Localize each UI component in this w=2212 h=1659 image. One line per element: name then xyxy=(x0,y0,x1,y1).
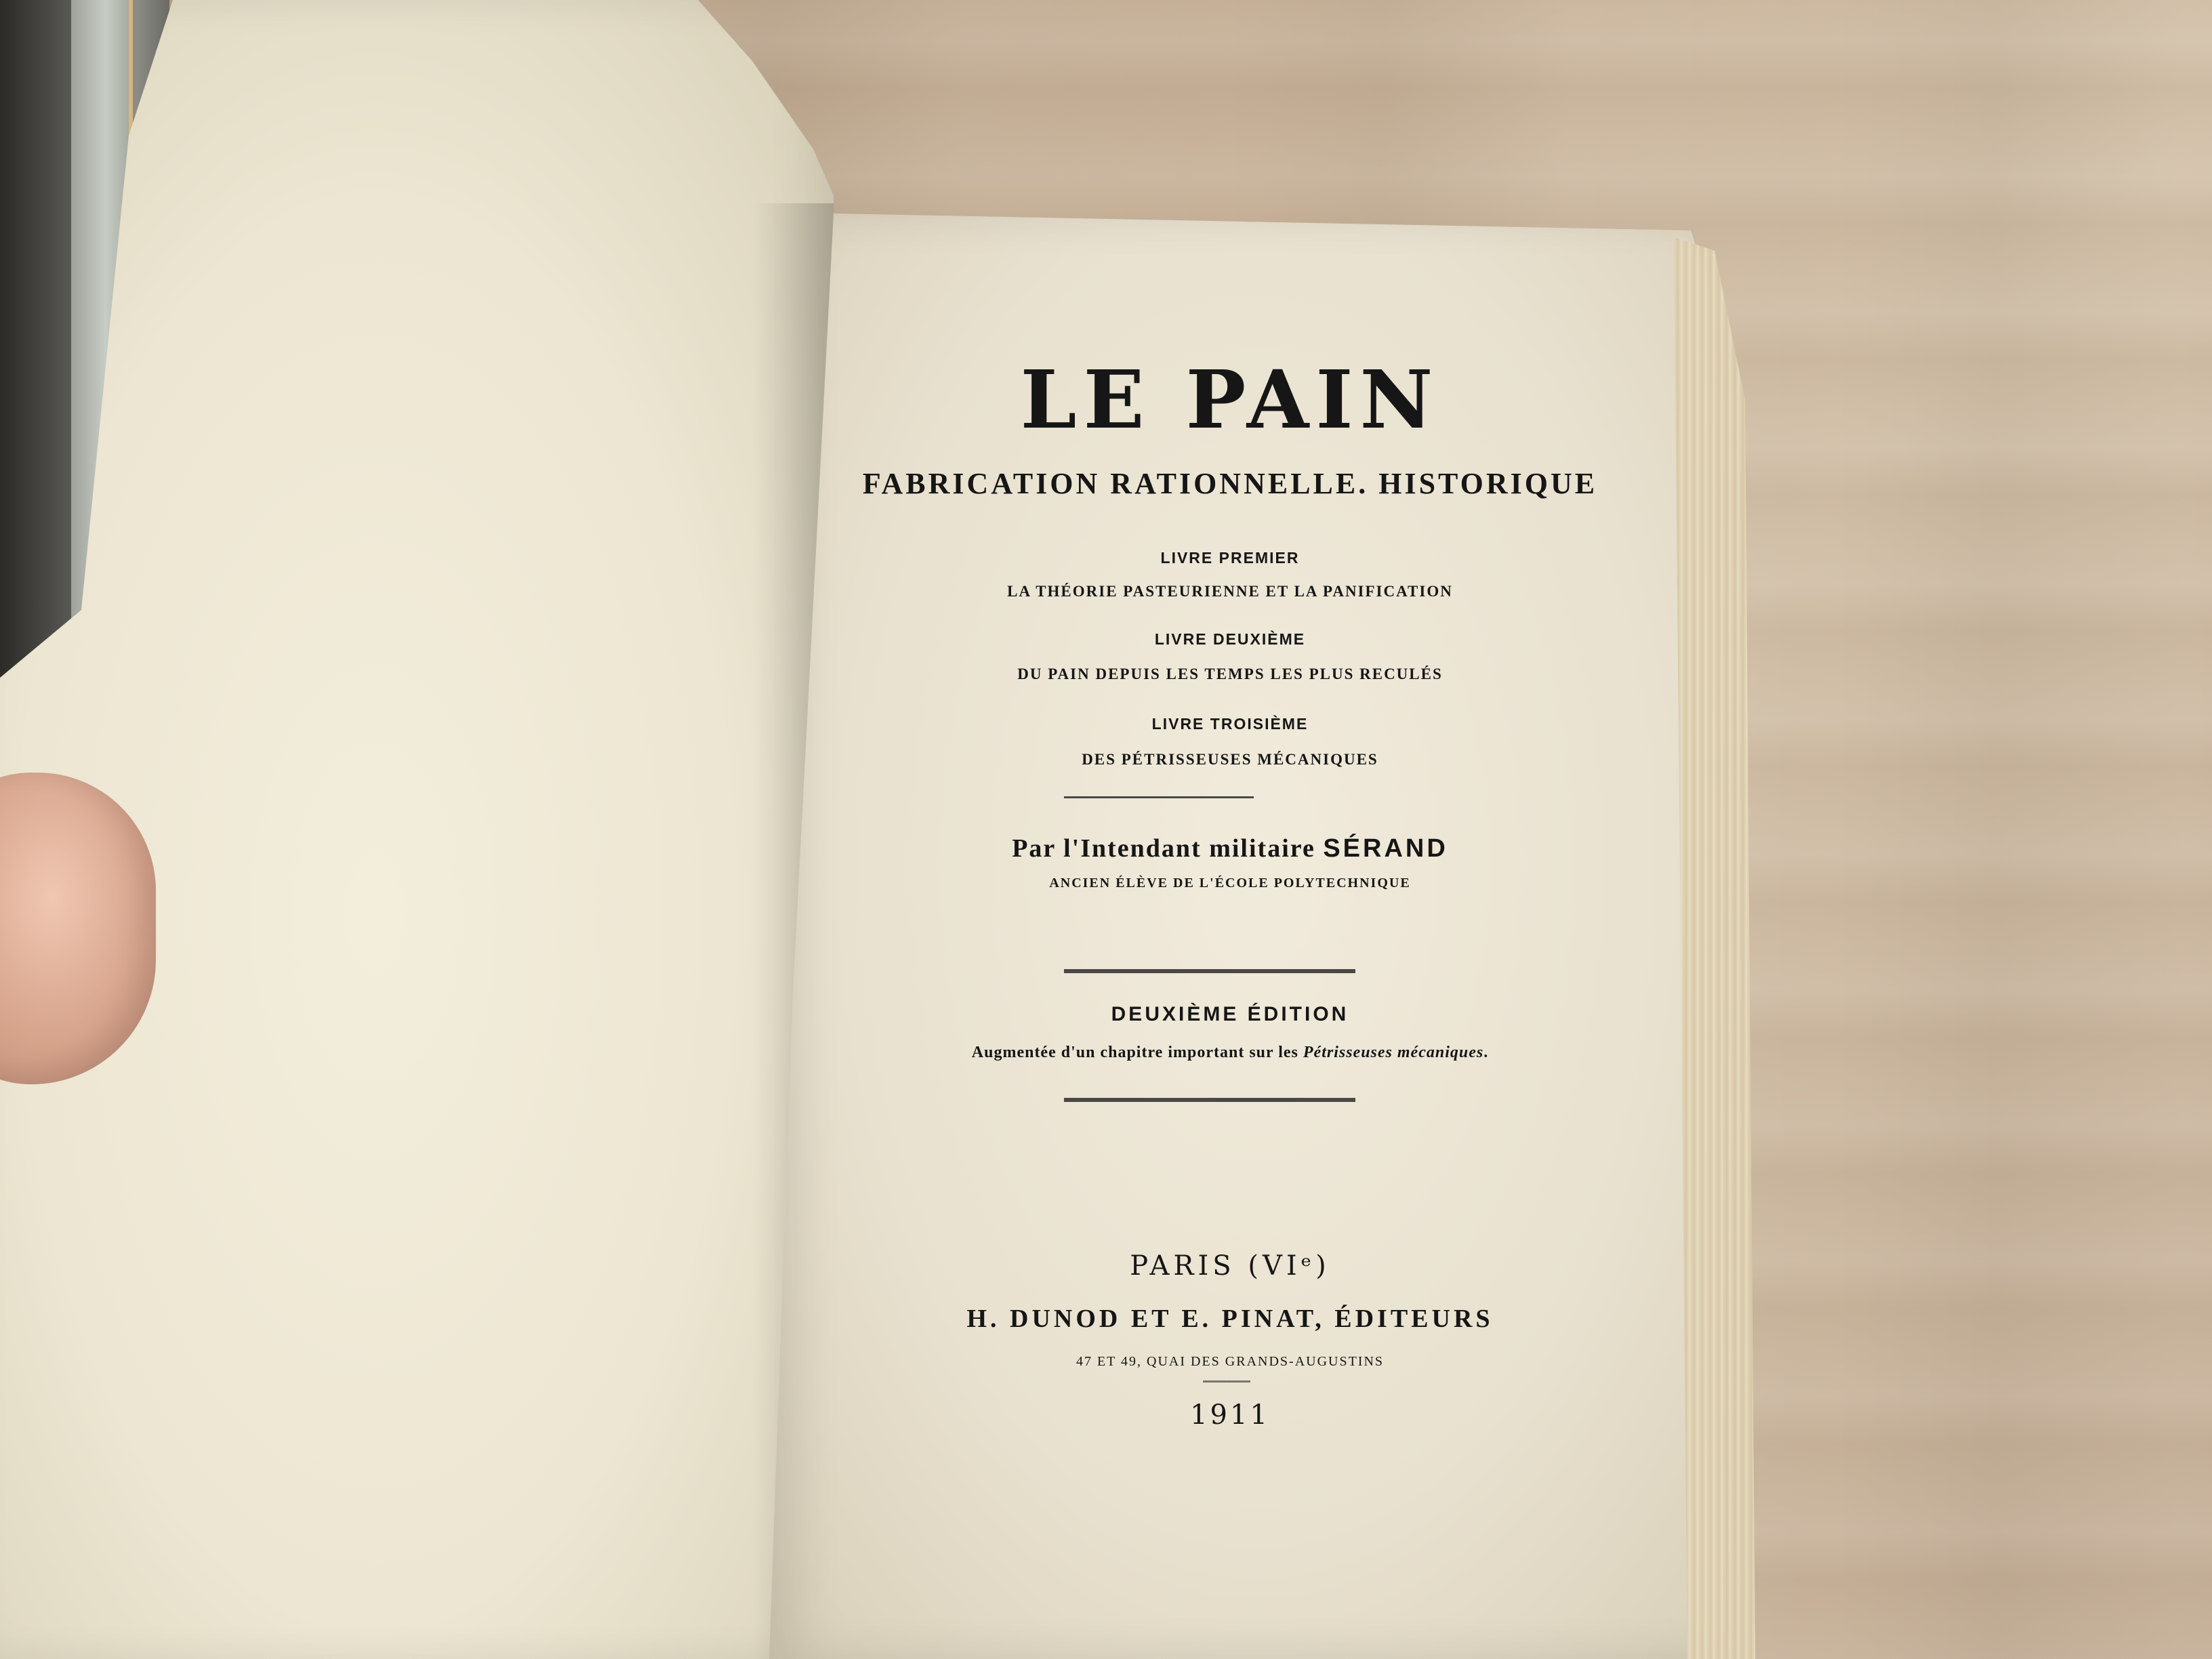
imprint-city: PARIS (VIᵉ) xyxy=(1130,1250,1330,1282)
livre-label-1: LIVRE PREMIER xyxy=(1160,549,1300,567)
livre-title-1: LA THÉORIE PASTEURIENNE ET LA PANIFICATION xyxy=(1007,583,1453,600)
livre-label-3: LIVRE TROISIÈME xyxy=(1151,715,1309,733)
author-line xyxy=(840,834,1620,863)
divider-rule-2 xyxy=(1064,969,1355,973)
edition-label: DEUXIÈME ÉDITION xyxy=(1111,1003,1349,1025)
livre-title-2: DU PAIN DEPUIS LES TEMPS LES PLUS RECULÉS xyxy=(1017,665,1443,682)
imprint-year: 1911 xyxy=(1190,1399,1270,1431)
author-credential: ANCIEN ÉLÈVE DE L'ÉCOLE POLYTECHNIQUE xyxy=(1049,876,1411,890)
divider-rule-3 xyxy=(1064,1098,1355,1102)
author-name: SÉRAND xyxy=(1323,834,1448,863)
livre-label-2: LIVRE DEUXIÈME xyxy=(1154,630,1306,648)
imprint-publisher: H. DUNOD ET E. PINAT, ÉDITEURS xyxy=(966,1305,1494,1333)
author-prefix: Par l'Intendant militaire xyxy=(1012,834,1315,863)
divider-rule-4 xyxy=(1203,1380,1250,1382)
imprint-address: 47 ET 49, QUAI DES GRANDS-AUGUSTINS xyxy=(1076,1354,1385,1369)
divider-rule-1 xyxy=(1064,796,1254,798)
edition-note-prefix: Augmentée d'un chapitre important sur les xyxy=(971,1044,1298,1061)
edition-note xyxy=(840,1044,1620,1062)
edition-note-italic: Pétrisseuses mécaniques xyxy=(1303,1044,1484,1061)
page-edges xyxy=(1674,237,1755,1659)
edition-note-suffix: . xyxy=(1483,1044,1489,1061)
book-subtitle: FABRICATION RATIONNELLE. HISTORIQUE xyxy=(862,467,1598,500)
livre-title-3: DES PÉTRISSEUSES MÉCANIQUES xyxy=(1082,751,1378,768)
book-title: LE PAIN xyxy=(1020,352,1440,447)
